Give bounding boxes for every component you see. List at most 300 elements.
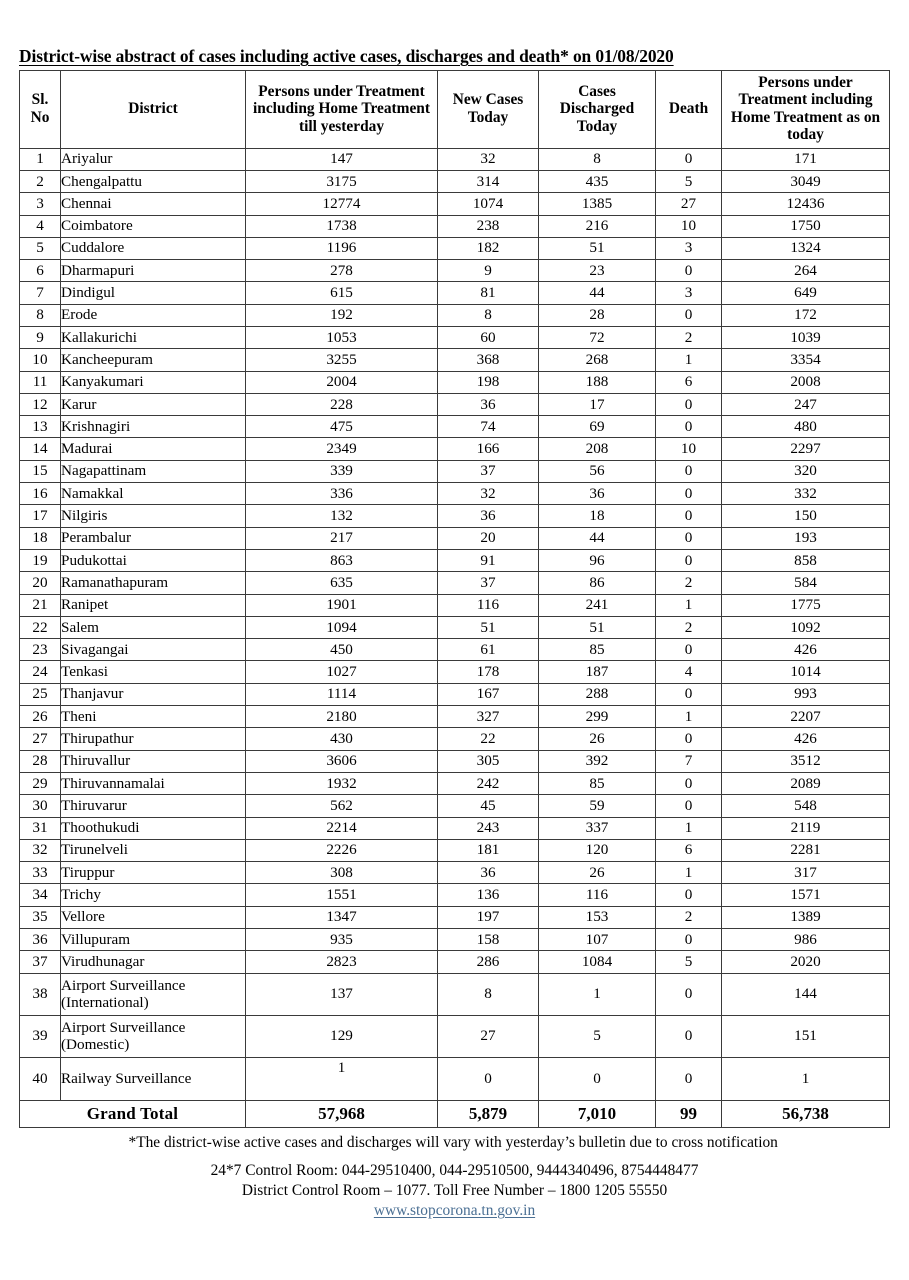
cell-prev-treatment: 137 xyxy=(246,973,438,1015)
cell-sl-no: 17 xyxy=(20,505,61,527)
table-row xyxy=(20,661,890,683)
cell-today-treatment: 171 xyxy=(722,148,890,170)
cell-death: 0 xyxy=(656,639,722,661)
table-row xyxy=(20,795,890,817)
district-table-container xyxy=(19,70,889,1128)
cell-district-name: Thirupathur xyxy=(61,728,246,750)
cell-sl-no: 15 xyxy=(20,460,61,482)
cell-sl-no: 21 xyxy=(20,594,61,616)
cell-district-name: Kancheepuram xyxy=(61,349,246,371)
cell-district-name: Namakkal xyxy=(61,483,246,505)
cell-district-name: Cuddalore xyxy=(61,237,246,259)
cell-new-cases: 116 xyxy=(438,594,539,616)
cell-sl-no: 20 xyxy=(20,572,61,594)
cell-district-name: Krishnagiri xyxy=(61,416,246,438)
cell-discharged: 1 xyxy=(539,973,656,1015)
cell-new-cases: 36 xyxy=(438,505,539,527)
grand-total-row xyxy=(20,1100,890,1127)
cell-sl-no: 1 xyxy=(20,148,61,170)
cell-today-treatment: 986 xyxy=(722,929,890,951)
cell-death: 0 xyxy=(656,1015,722,1057)
table-row xyxy=(20,929,890,951)
table-row xyxy=(20,371,890,393)
cell-discharged: 337 xyxy=(539,817,656,839)
cell-sl-no: 25 xyxy=(20,683,61,705)
cell-district-name: Ramanathapuram xyxy=(61,572,246,594)
cell-death: 6 xyxy=(656,371,722,393)
table-row xyxy=(20,572,890,594)
cell-sl-no: 5 xyxy=(20,237,61,259)
cell-district-name: Thiruvallur xyxy=(61,750,246,772)
cell-sl-no: 29 xyxy=(20,772,61,794)
table-row xyxy=(20,170,890,192)
table-row xyxy=(20,527,890,549)
cell-sl-no: 6 xyxy=(20,260,61,282)
cell-today-treatment: 150 xyxy=(722,505,890,527)
cell-discharged: 18 xyxy=(539,505,656,527)
cell-district-name: Karur xyxy=(61,393,246,415)
cell-today-treatment: 1750 xyxy=(722,215,890,237)
cell-sl-no: 31 xyxy=(20,817,61,839)
table-row xyxy=(20,594,890,616)
website-link[interactable]: www.stopcorona.tn.gov.in xyxy=(373,1202,536,1220)
cell-new-cases: 314 xyxy=(438,170,539,192)
cell-new-cases: 166 xyxy=(438,438,539,460)
cell-discharged: 188 xyxy=(539,371,656,393)
cell-prev-treatment: 1053 xyxy=(246,327,438,349)
cell-new-cases: 182 xyxy=(438,237,539,259)
cell-discharged: 153 xyxy=(539,906,656,928)
cell-prev-treatment: 129 xyxy=(246,1015,438,1057)
cell-sl-no: 14 xyxy=(20,438,61,460)
control-room-line: 24*7 Control Room: 044-29510400, 044-29510500, 9444340496, 8754448477 xyxy=(210,1162,699,1180)
table-row xyxy=(20,951,890,973)
cell-sl-no: 26 xyxy=(20,706,61,728)
table-row xyxy=(20,884,890,906)
cell-discharged: 288 xyxy=(539,683,656,705)
cell-death: 0 xyxy=(656,973,722,1015)
cell-death: 1 xyxy=(656,594,722,616)
cell-today-treatment: 1775 xyxy=(722,594,890,616)
footnote-text: *The district-wise active cases and discharges will vary with yesterday’s bulletin due to cross notification xyxy=(128,1134,778,1151)
cell-sl-no: 37 xyxy=(20,951,61,973)
cell-today-treatment: 548 xyxy=(722,795,890,817)
cell-new-cases: 74 xyxy=(438,416,539,438)
table-row xyxy=(20,549,890,571)
cell-death: 0 xyxy=(656,772,722,794)
cell-discharged: 26 xyxy=(539,728,656,750)
cell-new-cases: 27 xyxy=(438,1015,539,1057)
cell-prev-treatment: 228 xyxy=(246,393,438,415)
cell-sl-no: 16 xyxy=(20,483,61,505)
cell-death: 0 xyxy=(656,728,722,750)
cell-discharged: 8 xyxy=(539,148,656,170)
cell-district-name: Perambalur xyxy=(61,527,246,549)
cell-sl-no: 27 xyxy=(20,728,61,750)
cell-district-name: Nilgiris xyxy=(61,505,246,527)
cell-prev-treatment: 217 xyxy=(246,527,438,549)
column-header-district: District xyxy=(61,71,246,149)
column-header-new-cases: New Cases Today xyxy=(438,71,539,149)
table-row xyxy=(20,616,890,638)
cell-district-name: Nagapattinam xyxy=(61,460,246,482)
table-row xyxy=(20,862,890,884)
cell-district-name: Chengalpattu xyxy=(61,170,246,192)
cell-prev-treatment: 1 xyxy=(246,1057,438,1100)
cell-new-cases: 8 xyxy=(438,304,539,326)
cell-death: 1 xyxy=(656,349,722,371)
column-header-death: Death xyxy=(656,71,722,149)
cell-discharged: 85 xyxy=(539,772,656,794)
cell-prev-treatment: 278 xyxy=(246,260,438,282)
cell-discharged: 17 xyxy=(539,393,656,415)
cell-new-cases: 36 xyxy=(438,393,539,415)
cell-sl-no: 40 xyxy=(20,1057,61,1100)
table-row xyxy=(20,817,890,839)
cell-district-name: Erode xyxy=(61,304,246,326)
cell-today-treatment: 151 xyxy=(722,1015,890,1057)
table-row xyxy=(20,1057,890,1100)
cell-death: 0 xyxy=(656,460,722,482)
table-row xyxy=(20,483,890,505)
cell-district-name: Thoothukudi xyxy=(61,817,246,839)
cell-sl-no: 36 xyxy=(20,929,61,951)
table-row xyxy=(20,460,890,482)
cell-discharged: 435 xyxy=(539,170,656,192)
cell-today-treatment: 1389 xyxy=(722,906,890,928)
cell-death: 4 xyxy=(656,661,722,683)
cell-sl-no: 23 xyxy=(20,639,61,661)
cell-prev-treatment: 3606 xyxy=(246,750,438,772)
cell-today-treatment: 2281 xyxy=(722,839,890,861)
cell-prev-treatment: 147 xyxy=(246,148,438,170)
column-header-prev-treatment: Persons under Treatment including Home Treatment till yesterday xyxy=(246,71,438,149)
cell-discharged: 96 xyxy=(539,549,656,571)
cell-new-cases: 197 xyxy=(438,906,539,928)
cell-discharged: 120 xyxy=(539,839,656,861)
cell-today-treatment: 3354 xyxy=(722,349,890,371)
cell-sl-no: 13 xyxy=(20,416,61,438)
table-row xyxy=(20,639,890,661)
page-title: District-wise abstract of cases including active cases, discharges and death* on 01/08/2020 xyxy=(19,46,674,66)
cell-new-cases: 32 xyxy=(438,483,539,505)
cell-today-treatment: 12436 xyxy=(722,193,890,215)
cell-prev-treatment: 2004 xyxy=(246,371,438,393)
cell-today-treatment: 2207 xyxy=(722,706,890,728)
cell-death: 2 xyxy=(656,616,722,638)
cell-today-treatment: 1014 xyxy=(722,661,890,683)
table-row xyxy=(20,327,890,349)
cell-discharged: 72 xyxy=(539,327,656,349)
cell-death: 2 xyxy=(656,572,722,594)
cell-discharged: 28 xyxy=(539,304,656,326)
column-header-today-treatment: Persons under Treatment including Home Treatment as on today xyxy=(722,71,890,149)
cell-death: 1 xyxy=(656,862,722,884)
cell-new-cases: 45 xyxy=(438,795,539,817)
table-row xyxy=(20,193,890,215)
cell-death: 5 xyxy=(656,951,722,973)
cell-discharged: 26 xyxy=(539,862,656,884)
cell-today-treatment: 584 xyxy=(722,572,890,594)
cell-today-treatment: 1324 xyxy=(722,237,890,259)
cell-new-cases: 9 xyxy=(438,260,539,282)
cell-sl-no: 30 xyxy=(20,795,61,817)
cell-district-name: Ranipet xyxy=(61,594,246,616)
cell-prev-treatment: 2226 xyxy=(246,839,438,861)
cell-death: 5 xyxy=(656,170,722,192)
cell-prev-treatment: 192 xyxy=(246,304,438,326)
cell-death: 2 xyxy=(656,327,722,349)
cell-today-treatment: 993 xyxy=(722,683,890,705)
column-header-discharged: Cases Discharged Today xyxy=(539,71,656,149)
cell-death: 3 xyxy=(656,237,722,259)
cell-discharged: 241 xyxy=(539,594,656,616)
cell-district-name: Sivagangai xyxy=(61,639,246,661)
cell-prev-treatment: 2214 xyxy=(246,817,438,839)
cell-death: 0 xyxy=(656,416,722,438)
cell-prev-treatment: 3255 xyxy=(246,349,438,371)
cell-new-cases: 136 xyxy=(438,884,539,906)
cell-district-name: Thanjavur xyxy=(61,683,246,705)
cell-today-treatment: 426 xyxy=(722,728,890,750)
cell-new-cases: 61 xyxy=(438,639,539,661)
cell-discharged: 44 xyxy=(539,282,656,304)
cell-new-cases: 36 xyxy=(438,862,539,884)
district-control-room-line: District Control Room – 1077. Toll Free Number – 1800 1205 55550 xyxy=(241,1182,668,1200)
cell-today-treatment: 264 xyxy=(722,260,890,282)
cell-prev-treatment: 562 xyxy=(246,795,438,817)
cell-discharged: 107 xyxy=(539,929,656,951)
cell-district-name: Airport Surveillance (International) xyxy=(61,973,246,1015)
table-body xyxy=(20,148,890,1127)
cell-death: 7 xyxy=(656,750,722,772)
cell-today-treatment: 426 xyxy=(722,639,890,661)
cell-prev-treatment: 12774 xyxy=(246,193,438,215)
cell-death: 0 xyxy=(656,929,722,951)
cell-new-cases: 81 xyxy=(438,282,539,304)
cell-district-name: Tenkasi xyxy=(61,661,246,683)
table-row xyxy=(20,282,890,304)
cell-today-treatment: 3049 xyxy=(722,170,890,192)
table-row xyxy=(20,505,890,527)
cell-new-cases: 178 xyxy=(438,661,539,683)
cell-death: 0 xyxy=(656,505,722,527)
cell-district-name: Madurai xyxy=(61,438,246,460)
cell-prev-treatment: 635 xyxy=(246,572,438,594)
grand-total-prev-treatment: 57,968 xyxy=(246,1100,438,1127)
table-row xyxy=(20,304,890,326)
cell-death: 0 xyxy=(656,260,722,282)
cell-death: 0 xyxy=(656,884,722,906)
cell-today-treatment: 1092 xyxy=(722,616,890,638)
cell-today-treatment: 649 xyxy=(722,282,890,304)
cell-sl-no: 18 xyxy=(20,527,61,549)
cell-discharged: 51 xyxy=(539,237,656,259)
cell-today-treatment: 332 xyxy=(722,483,890,505)
cell-sl-no: 8 xyxy=(20,304,61,326)
cell-today-treatment: 2020 xyxy=(722,951,890,973)
table-row xyxy=(20,706,890,728)
cell-district-name: Dharmapuri xyxy=(61,260,246,282)
cell-today-treatment: 1 xyxy=(722,1057,890,1100)
cell-sl-no: 19 xyxy=(20,549,61,571)
cell-new-cases: 243 xyxy=(438,817,539,839)
cell-discharged: 36 xyxy=(539,483,656,505)
cell-discharged: 5 xyxy=(539,1015,656,1057)
cell-sl-no: 3 xyxy=(20,193,61,215)
cell-new-cases: 167 xyxy=(438,683,539,705)
cell-death: 0 xyxy=(656,795,722,817)
cell-new-cases: 37 xyxy=(438,572,539,594)
cell-new-cases: 60 xyxy=(438,327,539,349)
cell-new-cases: 327 xyxy=(438,706,539,728)
cell-prev-treatment: 450 xyxy=(246,639,438,661)
cell-discharged: 216 xyxy=(539,215,656,237)
table-row xyxy=(20,416,890,438)
cell-new-cases: 32 xyxy=(438,148,539,170)
cell-prev-treatment: 336 xyxy=(246,483,438,505)
cell-sl-no: 4 xyxy=(20,215,61,237)
district-cases-table xyxy=(19,70,890,1128)
cell-discharged: 59 xyxy=(539,795,656,817)
cell-today-treatment: 320 xyxy=(722,460,890,482)
cell-prev-treatment: 863 xyxy=(246,549,438,571)
cell-district-name: Coimbatore xyxy=(61,215,246,237)
grand-total-label: Grand Total xyxy=(20,1100,246,1127)
grand-total-new-cases: 5,879 xyxy=(438,1100,539,1127)
cell-prev-treatment: 2823 xyxy=(246,951,438,973)
cell-district-name: Chennai xyxy=(61,193,246,215)
cell-new-cases: 305 xyxy=(438,750,539,772)
cell-death: 0 xyxy=(656,527,722,549)
page-footer xyxy=(0,1133,909,1220)
cell-today-treatment: 480 xyxy=(722,416,890,438)
table-row xyxy=(20,906,890,928)
table-row xyxy=(20,1015,890,1057)
cell-prev-treatment: 1932 xyxy=(246,772,438,794)
cell-death: 1 xyxy=(656,706,722,728)
cell-district-name: Tirunelveli xyxy=(61,839,246,861)
cell-district-name: Villupuram xyxy=(61,929,246,951)
cell-discharged: 116 xyxy=(539,884,656,906)
cell-death: 27 xyxy=(656,193,722,215)
cell-death: 10 xyxy=(656,215,722,237)
cell-death: 0 xyxy=(656,483,722,505)
cell-sl-no: 10 xyxy=(20,349,61,371)
table-header xyxy=(20,71,890,149)
cell-death: 6 xyxy=(656,839,722,861)
cell-discharged: 0 xyxy=(539,1057,656,1100)
cell-new-cases: 20 xyxy=(438,527,539,549)
cell-today-treatment: 2119 xyxy=(722,817,890,839)
cell-prev-treatment: 308 xyxy=(246,862,438,884)
cell-sl-no: 24 xyxy=(20,661,61,683)
cell-new-cases: 181 xyxy=(438,839,539,861)
cell-prev-treatment: 132 xyxy=(246,505,438,527)
cell-sl-no: 35 xyxy=(20,906,61,928)
cell-district-name: Trichy xyxy=(61,884,246,906)
cell-district-name: Airport Surveillance (Domestic) xyxy=(61,1015,246,1057)
cell-new-cases: 158 xyxy=(438,929,539,951)
cell-prev-treatment: 339 xyxy=(246,460,438,482)
cell-discharged: 1084 xyxy=(539,951,656,973)
cell-district-name: Vellore xyxy=(61,906,246,928)
table-row xyxy=(20,393,890,415)
cell-new-cases: 198 xyxy=(438,371,539,393)
grand-total-death: 99 xyxy=(656,1100,722,1127)
cell-district-name: Tiruppur xyxy=(61,862,246,884)
cell-discharged: 299 xyxy=(539,706,656,728)
cell-sl-no: 11 xyxy=(20,371,61,393)
cell-new-cases: 8 xyxy=(438,973,539,1015)
cell-prev-treatment: 3175 xyxy=(246,170,438,192)
cell-prev-treatment: 1738 xyxy=(246,215,438,237)
cell-new-cases: 0 xyxy=(438,1057,539,1100)
cell-today-treatment: 172 xyxy=(722,304,890,326)
cell-prev-treatment: 475 xyxy=(246,416,438,438)
cell-today-treatment: 193 xyxy=(722,527,890,549)
cell-discharged: 187 xyxy=(539,661,656,683)
cell-sl-no: 12 xyxy=(20,393,61,415)
table-row xyxy=(20,772,890,794)
cell-district-name: Dindigul xyxy=(61,282,246,304)
table-row xyxy=(20,260,890,282)
grand-total-today-treatment: 56,738 xyxy=(722,1100,890,1127)
cell-discharged: 1385 xyxy=(539,193,656,215)
cell-sl-no: 33 xyxy=(20,862,61,884)
cell-sl-no: 34 xyxy=(20,884,61,906)
cell-today-treatment: 144 xyxy=(722,973,890,1015)
cell-today-treatment: 247 xyxy=(722,393,890,415)
cell-death: 0 xyxy=(656,393,722,415)
cell-death: 2 xyxy=(656,906,722,928)
table-row xyxy=(20,237,890,259)
cell-death: 0 xyxy=(656,148,722,170)
cell-today-treatment: 1039 xyxy=(722,327,890,349)
cell-new-cases: 368 xyxy=(438,349,539,371)
cell-today-treatment: 2297 xyxy=(722,438,890,460)
cell-prev-treatment: 1347 xyxy=(246,906,438,928)
cell-prev-treatment: 1114 xyxy=(246,683,438,705)
cell-prev-treatment: 2349 xyxy=(246,438,438,460)
cell-district-name: Kanyakumari xyxy=(61,371,246,393)
cell-discharged: 23 xyxy=(539,260,656,282)
grand-total-discharged: 7,010 xyxy=(539,1100,656,1127)
cell-district-name: Thiruvarur xyxy=(61,795,246,817)
table-row xyxy=(20,728,890,750)
cell-new-cases: 51 xyxy=(438,616,539,638)
cell-discharged: 56 xyxy=(539,460,656,482)
table-row xyxy=(20,973,890,1015)
cell-new-cases: 91 xyxy=(438,549,539,571)
cell-death: 0 xyxy=(656,683,722,705)
cell-death: 3 xyxy=(656,282,722,304)
cell-discharged: 86 xyxy=(539,572,656,594)
cell-discharged: 51 xyxy=(539,616,656,638)
cell-district-name: Pudukottai xyxy=(61,549,246,571)
cell-prev-treatment: 1027 xyxy=(246,661,438,683)
cell-discharged: 268 xyxy=(539,349,656,371)
cell-district-name: Thiruvannamalai xyxy=(61,772,246,794)
cell-district-name: Salem xyxy=(61,616,246,638)
table-row xyxy=(20,349,890,371)
cell-sl-no: 22 xyxy=(20,616,61,638)
cell-sl-no: 32 xyxy=(20,839,61,861)
cell-sl-no: 9 xyxy=(20,327,61,349)
table-row xyxy=(20,683,890,705)
cell-district-name: Virudhunagar xyxy=(61,951,246,973)
cell-today-treatment: 317 xyxy=(722,862,890,884)
